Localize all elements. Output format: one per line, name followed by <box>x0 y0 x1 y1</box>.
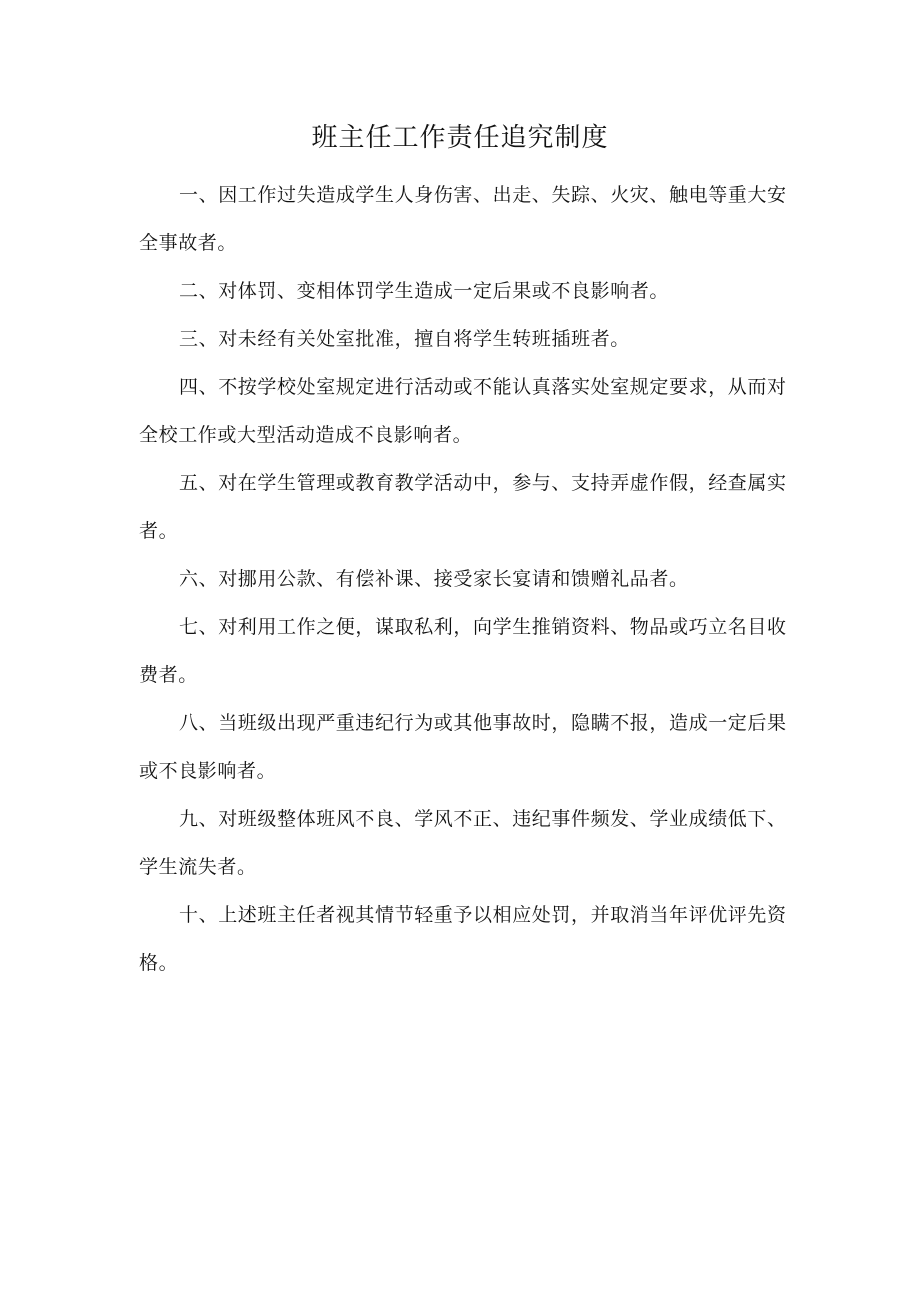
document-body <box>139 171 789 987</box>
clause-8: 八、当班级出现严重违纪行为或其他事故时，隐瞒不报，造成一定后果或不良影响者。 <box>139 712 787 782</box>
document-title: 班主任工作责任追究制度 <box>311 123 609 153</box>
clause-6: 六、对挪用公款、有偿补课、接受家长宴请和馈赠礼品者。 <box>179 568 689 590</box>
clause-1: 一、因工作过失造成学生人身伤害、出走、失踪、火灾、触电等重大安全事故者。 <box>139 184 787 254</box>
clause-4: 四、不按学校处室规定进行活动或不能认真落实处室规定要求，从而对全校工作或大型活动造成不良影响者。 <box>139 376 787 446</box>
clause-7: 七、对利用工作之便，谋取私利，向学生推销资料、物品或巧立名目收费者。 <box>139 616 787 686</box>
clause-3: 三、对未经有关处室批准，擅自将学生转班插班者。 <box>179 328 630 350</box>
clause-10: 十、上述班主任者视其情节轻重予以相应处罚，并取消当年评优评先资格。 <box>139 904 787 974</box>
clause-9: 九、对班级整体班风不良、学风不正、违纪事件频发、学业成绩低下、学生流失者。 <box>139 808 787 878</box>
clause-2: 二、对体罚、变相体罚学生造成一定后果或不良影响者。 <box>179 280 670 302</box>
clause-5: 五、对在学生管理或教育教学活动中，参与、支持弄虚作假，经查属实者。 <box>139 472 787 542</box>
